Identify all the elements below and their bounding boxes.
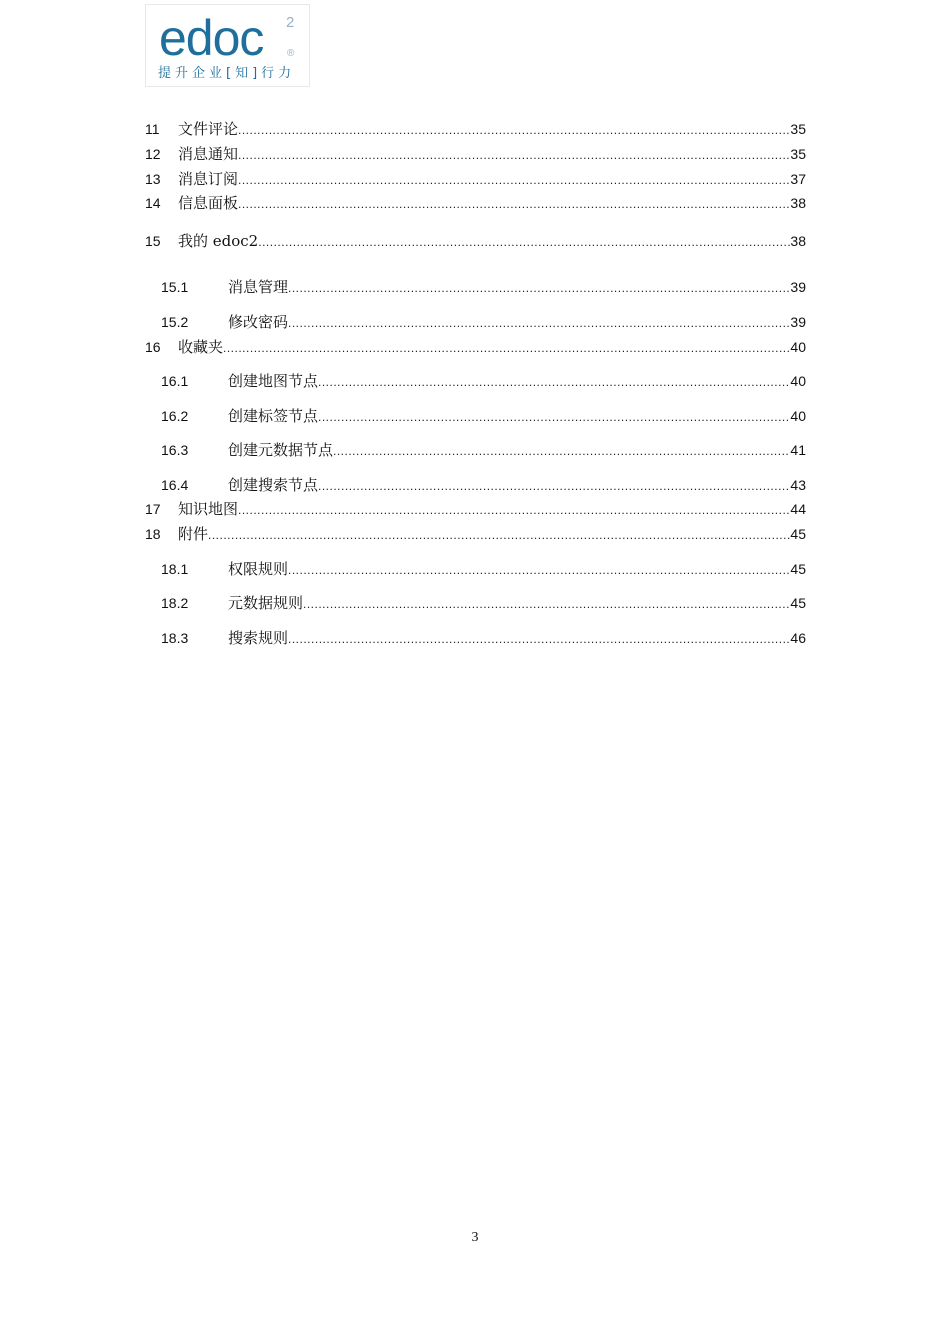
toc-entry[interactable] [161,276,806,298]
toc-entry-number: 16.2 [161,408,189,424]
toc-entry-page: 40 [790,373,806,389]
toc-entry[interactable] [161,405,806,427]
toc-entry[interactable] [161,627,806,649]
toc-entry-title: 权限规则 [228,560,289,578]
toc-entry-title: 创建标签节点 [228,407,319,425]
toc-entry-page: 39 [790,314,806,330]
toc-entry-number: 18.1 [161,561,189,577]
toc-entry-title: 消息订阅 [178,170,239,188]
toc-dot-leader [223,337,790,359]
toc-entry-page: 41 [790,442,806,458]
toc-dot-leader [288,559,790,581]
toc-entry-page: 45 [790,561,806,577]
toc-entry-number: 13 [145,171,161,187]
toc-entry-title: 创建地图节点 [228,372,319,390]
toc-entry-number: 11 [145,121,160,137]
toc-entry-title: 创建搜索节点 [228,476,319,494]
toc-entry-number: 14 [145,195,161,211]
toc-entry-title: 附件 [178,525,209,543]
toc-dot-leader [238,119,790,141]
toc-dot-leader [208,524,790,546]
toc-dot-leader [238,193,790,215]
toc-entry-page: 43 [790,477,806,493]
toc-entry-number: 15.1 [161,279,189,295]
toc-dot-leader [288,277,790,299]
toc-dot-leader [318,406,790,428]
toc-entry[interactable] [145,523,806,545]
toc-entry-number: 16 [145,339,161,355]
toc-dot-leader [238,144,790,166]
toc-entry-number: 18.3 [161,630,189,646]
toc-entry-number: 17 [145,501,161,517]
toc-entry-title: 搜索规则 [228,629,289,647]
toc-entry[interactable] [161,311,806,333]
toc-entry[interactable] [145,143,806,165]
toc-entry-page: 35 [790,121,806,137]
toc-entry-number: 18 [145,526,161,542]
logo-superscript: 2 [286,14,295,31]
toc-entry-page: 35 [790,146,806,162]
toc-entry-page: 38 [790,195,806,211]
toc-entry[interactable] [161,558,806,580]
toc-dot-leader [258,231,790,253]
toc-entry[interactable] [145,192,806,214]
toc-entry-title: 信息面板 [178,194,239,212]
toc-entry-title: 收藏夹 [178,338,224,356]
toc-entry[interactable] [145,168,806,190]
toc-entry-number: 16.3 [161,442,189,458]
toc-dot-leader [288,312,790,334]
toc-entry-page: 46 [790,630,806,646]
toc-entry-title: 元数据规则 [228,594,304,612]
toc-entry[interactable] [161,592,806,614]
toc-entry-title: 修改密码 [228,313,289,331]
toc-entry-number: 15 [145,233,161,249]
toc-dot-leader [288,628,790,650]
toc-entry[interactable] [161,474,806,496]
toc-entry[interactable] [161,439,806,461]
toc-entry[interactable] [161,370,806,392]
page-number: 3 [471,1230,479,1245]
toc-entry-page: 37 [790,171,806,187]
toc-entry[interactable] [145,230,806,252]
toc-entry-page: 40 [790,339,806,355]
logo-wordmark: edoc [159,10,264,66]
toc-entry-title: 消息通知 [178,145,239,163]
toc-entry[interactable] [145,498,806,520]
toc-entry-number: 16.1 [161,373,189,389]
toc-entry-page: 40 [790,408,806,424]
toc-entry-page: 39 [790,279,806,295]
toc-entry-number: 12 [145,146,161,162]
toc-dot-leader [238,169,790,191]
toc-dot-leader [318,371,790,393]
logo-registered-mark: ® [287,48,295,59]
logo-tagline: 提升企业[知]行力 [158,66,296,81]
toc-dot-leader [333,440,790,462]
toc-entry[interactable] [145,336,806,358]
toc-entry[interactable] [145,118,806,140]
toc-entry-title: 文件评论 [178,120,239,138]
toc-entry-title: 知识地图 [178,500,239,518]
toc-entry-title: 创建元数据节点 [228,441,334,459]
toc-entry-title: 消息管理 [228,278,289,296]
toc-entry-page: 45 [790,526,806,542]
toc-entry-page: 38 [790,233,806,249]
toc-dot-leader [238,499,790,521]
toc-entry-number: 18.2 [161,595,189,611]
toc-entry-number: 16.4 [161,477,189,493]
toc-entry-number: 15.2 [161,314,189,330]
toc-entry-title: 我的 edoc2 [178,232,259,250]
toc-dot-leader [318,475,790,497]
toc-entry-page: 45 [790,595,806,611]
toc-dot-leader [303,593,790,615]
toc-entry-page: 44 [790,501,806,517]
